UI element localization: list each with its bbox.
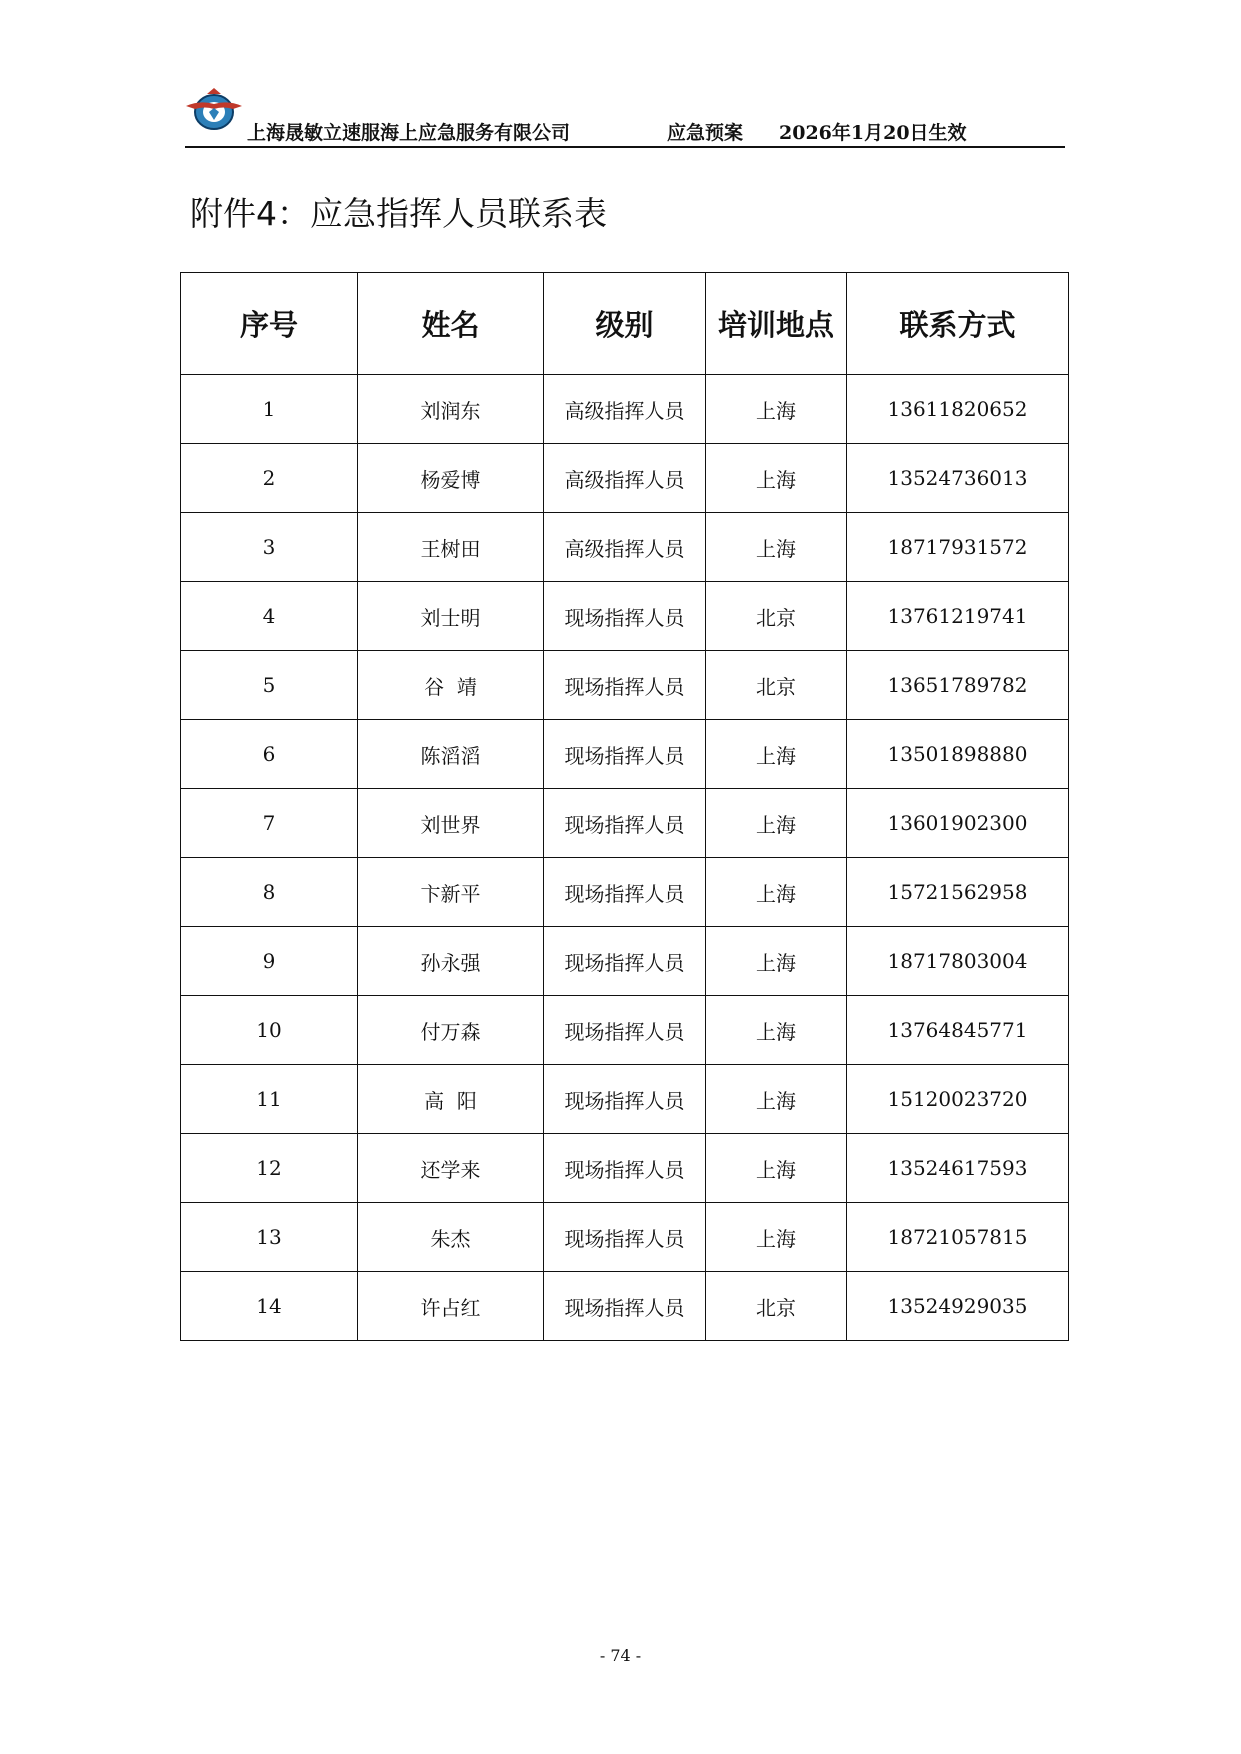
cell-name: 孙永强 — [358, 927, 544, 996]
cell-location: 上海 — [706, 444, 847, 513]
cell-level: 高级指挥人员 — [544, 375, 706, 444]
table-row — [181, 1134, 1069, 1203]
cell-location: 上海 — [706, 1134, 847, 1203]
contact-table — [180, 272, 1069, 1341]
header-document-type: 应急预案 — [667, 122, 744, 144]
cell-phone: 13611820652 — [847, 375, 1069, 444]
company-logo-icon — [185, 86, 243, 132]
cell-name: 陈滔滔 — [358, 720, 544, 789]
cell-name: 还学来 — [358, 1134, 544, 1203]
cell-number: 7 — [181, 789, 358, 858]
cell-phone: 13761219741 — [847, 582, 1069, 651]
cell-number: 6 — [181, 720, 358, 789]
cell-phone: 15721562958 — [847, 858, 1069, 927]
page-title: 附件4：应急指挥人员联系表 — [190, 194, 607, 233]
cell-name: 王树田 — [358, 513, 544, 582]
cell-level: 现场指挥人员 — [544, 1065, 706, 1134]
column-header-location: 培训地点 — [706, 273, 847, 375]
cell-location: 上海 — [706, 996, 847, 1065]
cell-location: 上海 — [706, 858, 847, 927]
cell-location: 上海 — [706, 1203, 847, 1272]
cell-level: 现场指挥人员 — [544, 996, 706, 1065]
table-row — [181, 789, 1069, 858]
table-row — [181, 927, 1069, 996]
table-row — [181, 444, 1069, 513]
cell-phone: 13524736013 — [847, 444, 1069, 513]
table-row — [181, 1272, 1069, 1341]
page-number: - 74 - — [599, 1646, 642, 1665]
cell-name: 刘润东 — [358, 375, 544, 444]
cell-number: 5 — [181, 651, 358, 720]
header-company-name: 上海晟敏立速服海上应急服务有限公司 — [247, 122, 571, 144]
cell-number: 10 — [181, 996, 358, 1065]
cell-phone: 13501898880 — [847, 720, 1069, 789]
cell-level: 高级指挥人员 — [544, 513, 706, 582]
cell-number: 4 — [181, 582, 358, 651]
column-header-contact: 联系方式 — [847, 273, 1069, 375]
table-row — [181, 720, 1069, 789]
cell-number: 1 — [181, 375, 358, 444]
table-header-row — [181, 273, 1069, 375]
cell-location: 上海 — [706, 375, 847, 444]
cell-number: 8 — [181, 858, 358, 927]
cell-level: 现场指挥人员 — [544, 1134, 706, 1203]
cell-phone: 18721057815 — [847, 1203, 1069, 1272]
cell-phone: 13601902300 — [847, 789, 1069, 858]
cell-name: 付万森 — [358, 996, 544, 1065]
cell-location: 上海 — [706, 720, 847, 789]
cell-phone: 13524929035 — [847, 1272, 1069, 1341]
cell-level: 现场指挥人员 — [544, 582, 706, 651]
cell-name: 刘世界 — [358, 789, 544, 858]
table-row — [181, 996, 1069, 1065]
cell-number: 9 — [181, 927, 358, 996]
cell-name: 谷 靖 — [358, 651, 544, 720]
cell-phone: 15120023720 — [847, 1065, 1069, 1134]
column-header-level: 级别 — [544, 273, 706, 375]
cell-number: 3 — [181, 513, 358, 582]
cell-number: 2 — [181, 444, 358, 513]
cell-phone: 13764845771 — [847, 996, 1069, 1065]
table-row — [181, 651, 1069, 720]
cell-location: 北京 — [706, 651, 847, 720]
cell-name: 许占红 — [358, 1272, 544, 1341]
cell-level: 现场指挥人员 — [544, 1203, 706, 1272]
table-row — [181, 1203, 1069, 1272]
cell-name: 高 阳 — [358, 1065, 544, 1134]
cell-location: 上海 — [706, 789, 847, 858]
cell-level: 现场指挥人员 — [544, 789, 706, 858]
cell-number: 14 — [181, 1272, 358, 1341]
column-header-number: 序号 — [181, 273, 358, 375]
cell-number: 13 — [181, 1203, 358, 1272]
cell-number: 12 — [181, 1134, 358, 1203]
cell-level: 现场指挥人员 — [544, 927, 706, 996]
cell-level: 现场指挥人员 — [544, 858, 706, 927]
header-divider — [185, 146, 1065, 148]
table-row — [181, 1065, 1069, 1134]
table-row — [181, 582, 1069, 651]
table-row — [181, 858, 1069, 927]
header-effective-date: 2026年1月20日生效 — [779, 122, 967, 144]
page-header — [185, 86, 1065, 148]
cell-name: 卞新平 — [358, 858, 544, 927]
column-header-name: 姓名 — [358, 273, 544, 375]
cell-number: 11 — [181, 1065, 358, 1134]
cell-phone: 18717931572 — [847, 513, 1069, 582]
table-row — [181, 375, 1069, 444]
cell-location: 上海 — [706, 927, 847, 996]
cell-name: 刘士明 — [358, 582, 544, 651]
cell-level: 现场指挥人员 — [544, 651, 706, 720]
cell-level: 现场指挥人员 — [544, 1272, 706, 1341]
cell-name: 杨爱博 — [358, 444, 544, 513]
cell-phone: 18717803004 — [847, 927, 1069, 996]
table-row — [181, 513, 1069, 582]
cell-location: 上海 — [706, 513, 847, 582]
cell-location: 北京 — [706, 582, 847, 651]
cell-location: 上海 — [706, 1065, 847, 1134]
cell-location: 北京 — [706, 1272, 847, 1341]
cell-name: 朱杰 — [358, 1203, 544, 1272]
cell-level: 高级指挥人员 — [544, 444, 706, 513]
cell-phone: 13651789782 — [847, 651, 1069, 720]
cell-phone: 13524617593 — [847, 1134, 1069, 1203]
cell-level: 现场指挥人员 — [544, 720, 706, 789]
